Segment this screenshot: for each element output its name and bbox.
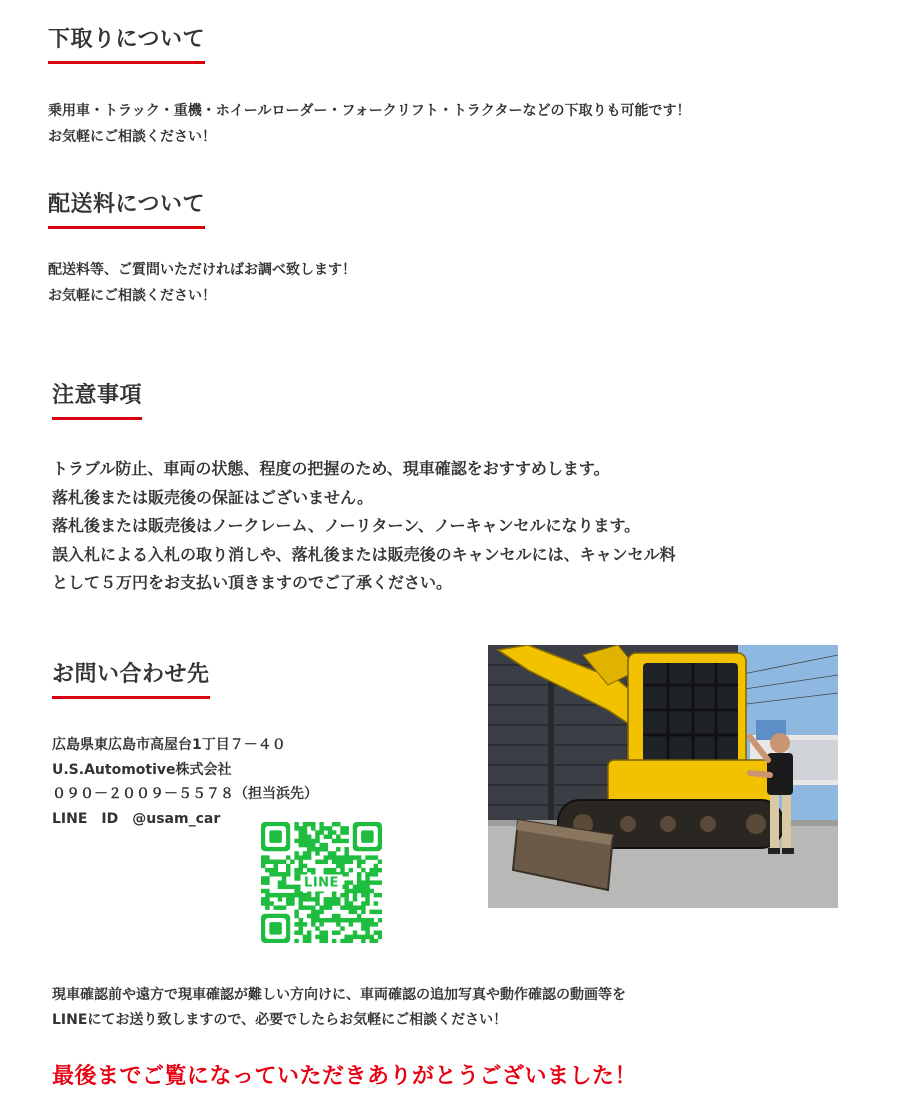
bottom-note-text [52, 983, 626, 1033]
notes-line: として５万円をお支払い頂きますのでご了承ください。 [52, 573, 453, 592]
excavator-photo [488, 645, 838, 908]
notes-line: 誤入札による入札の取り消しや、落札後または販売後のキャンセルには、キャンセル料 [52, 544, 676, 564]
delivery-section [48, 187, 356, 309]
trade-in-text [48, 98, 690, 150]
contact-line-id: LINE ID @usam_car [52, 810, 221, 827]
trade-in-line: 乗用車・トラック・重機・ホイールローダー・フォークリフト・トラクターなどの下取りも可能です！ [48, 103, 691, 119]
delivery-line: 配送料等、ご質問いただければお調べ致します！ [48, 262, 356, 278]
contact-details [52, 733, 318, 831]
trade-in-heading: 下取りについて [48, 22, 205, 64]
bottom-note-section [52, 983, 626, 1033]
line-qr-code[interactable] [261, 822, 382, 943]
notes-line: 落札後または販売後はノークレーム、ノーリターン、ノーキャンセルになります。 [52, 516, 641, 535]
delivery-text [48, 257, 356, 309]
qr-line-label: LINE [300, 874, 343, 891]
notes-line: トラブル防止、車両の状態、程度の把握のため、現車確認をおすすめします。 [52, 459, 610, 478]
contact-company: U.S.Automotive株式会社 [52, 761, 232, 778]
notes-section [52, 378, 676, 598]
closing-message: 最後までご覧になっていただきありがとうございました！ [52, 1064, 638, 1089]
bottom-note-line: 現車確認前や遠方で現車確認が難しい方向けに、車両確認の追加写真や動作確認の動画等を [52, 987, 626, 1003]
delivery-heading: 配送料について [48, 187, 205, 229]
trade-in-section [48, 22, 690, 150]
contact-section [52, 657, 318, 831]
excavator-photo-icon [488, 645, 838, 908]
trade-in-line: お気軽にご相談ください！ [48, 129, 216, 145]
contact-address: 広島県東広島市高屋台1丁目７－４０ [52, 737, 286, 753]
contact-heading: お問い合わせ先 [52, 657, 210, 699]
delivery-line: お気軽にご相談ください！ [48, 288, 216, 304]
notes-text [52, 455, 676, 598]
notes-line: 落札後または販売後の保証はございません。 [52, 487, 373, 507]
notes-heading: 注意事項 [52, 378, 142, 420]
bottom-note-line: LINEにてお送り致しますので、必要でしたらお気軽にご相談ください！ [52, 1012, 508, 1028]
contact-phone[interactable]: ０９０－２００９－５５７８（担当浜先） [52, 786, 318, 802]
